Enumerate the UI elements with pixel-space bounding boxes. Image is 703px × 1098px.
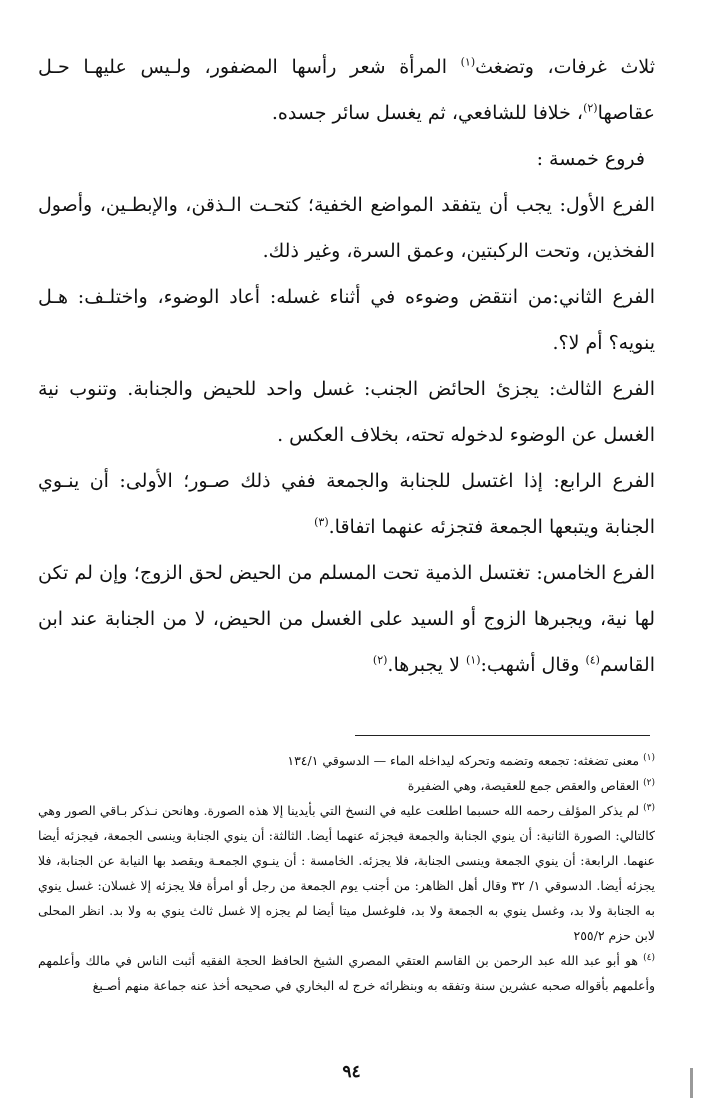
footnote-ref-2: (٢) <box>583 101 598 115</box>
branch-1: الفرع الأول: يجب أن يتفقد المواضع الخفية؛ كتحـت الـذقن، والإبطـين، وأصول الفخذين، وتحت الركبتين، وعمق السرة، وغير ذلك. <box>38 194 655 262</box>
branch-2: الفرع الثاني:من انتقض وضوءه في أثناء غسله: أعاد الوضوء، واختلـف: هـل ينويه؟ أم لا؟. <box>38 286 655 354</box>
footnote-2: $^{(٢)}$ العقاص والعقص جمع للعقيصة، وهي الضفيرة <box>407 777 655 793</box>
branch-5: الفرع الخامس: تغتسل الذمية تحت المسلم من الحيض لحق الزوج؛ وإن لم تكن لها نية، ويجبرها الزوج أو السيد على الغسل من الحيض، لا من الجنابة عند ابن القاسم$^{(٤)}$ وقال أشهب:$^{(١)}$ لا يجبرها.$^{(٢)}$ <box>38 562 655 676</box>
footnotes <box>38 748 655 998</box>
main-text <box>38 44 655 688</box>
footnote-ref-4: (٤) <box>585 653 600 667</box>
paragraph-ghusl-method: ثلاث غرفات، وتضغث$^{(١)}$ المرأة شعر رأسها المضفور، ولـيس عليهـا حـل عقاصها$^{(٢)}$، خلافا للشافعي، ثم يغسل سائر جسده. <box>38 55 655 124</box>
footnote-ref-2b: (٢) <box>372 653 388 667</box>
page-number: ٩٤ <box>342 1062 361 1082</box>
branch-4: الفرع الرابع: إذا اغتسل للجنابة والجمعة ففي ذلك صـور؛ الأولى: أن ينـوي الجنابة ويتبعها الجمعة فتجزئه عنهما اتفاقا.$^{(٣)}$ <box>38 470 655 538</box>
footnote-4: $^{(٤)}$ هو أبو عبد الله عبد الرحمن بن القاسم العتقي المصري الشيخ الحافظ الحجة الفقيه أثبت الناس في مالك وأعلمهم وأعلمهم بأقواله صحبه عشرين سنة وتفقه به وبنظرائه خرج له البخاري في صحيحه أخذ عنه جماعة منهم أصـبغ <box>38 952 655 993</box>
section-heading: فروع خمسة : <box>536 148 645 170</box>
branch-3: الفرع الثالث: يجزئ الحائض الجنب: غسل واحد للحيض والجنابة. وتنوب نية الغسل عن الوضوء لدخوله تحته، بخلاف العكس . <box>38 378 655 446</box>
footnote-ref-1b: (١) <box>465 653 481 667</box>
footnote-3: $^{(٣)}$ لم يذكر المؤلف رحمه الله حسبما اطلعت عليه في النسخ التي بأيدينا إلا هذه الصورة. وهانحن نـذكر بـاقي الصور وهي كالتالي: الصورة الثانية: أن ينوي الجنابة والجمعة فيجزئه عنهما أيضا. الثالثة: أن ينوي الجنابة وينسى الجمعة، فيجزئه أيضا عنهما. الرابعة: أن ينوي الجمعة وينسى الجنابة، فلا يجزئه. الخامسة : أن ينـوي الجمعـة ويقصد بها النيابة عن الجنابة، فلا يجزئه أيضا. الدسوقي ١/ ٣٢ وقال أهل الظاهر: من أجنب يوم الجمعة من رجل أو امرأة فلا يجزئه إلا غسلان: غسل ينوي به الجنابة ولا بد، وغسل ينوي به الجمعة ولا بد، فلوغسل ميتا أيضا لم يجزه إلا غسل ثالث ينوي به ولا بد. انظر المحلى لابن حزم ٢٥٥/٢ <box>38 802 655 943</box>
page-edge-shadow <box>690 1068 693 1098</box>
footnote-ref-3: (٣) <box>314 515 329 529</box>
footnote-separator <box>355 735 650 736</box>
footnote-ref-1: (١) <box>460 55 476 69</box>
footnote-1: $^{(١)}$ معنى تضغثه: تجمعه وتضمه وتحركه ليداخله الماء — الدسوقي ١٣٤/١ <box>287 752 655 768</box>
